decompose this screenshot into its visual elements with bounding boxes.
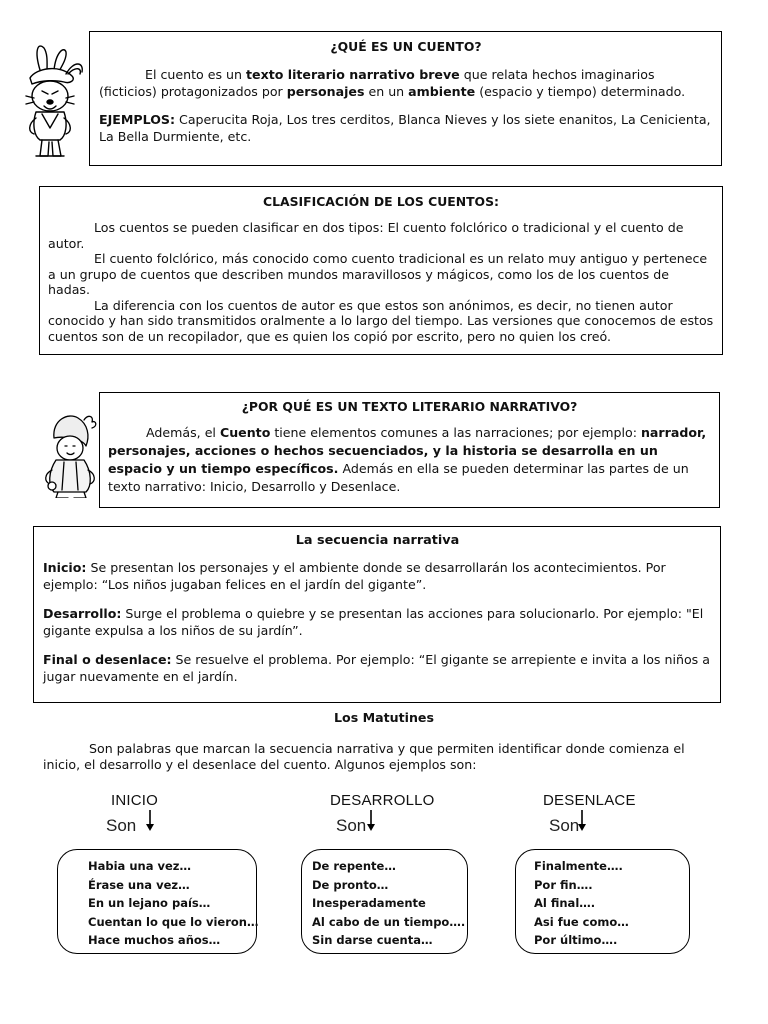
list-item: De repente… bbox=[312, 859, 396, 873]
examples-desarrollo-box bbox=[301, 849, 468, 954]
list-item: Sin darse cuenta… bbox=[312, 933, 433, 947]
list-item: Inesperadamente bbox=[312, 896, 426, 910]
sequence-desarrollo: Desarrollo: Surge el problema o quiebre y se presentan las acciones para solucionarlo. Por ejemplo: "El gigante expulsa a los niños de su jardín”. bbox=[43, 606, 704, 638]
classification-paragraph-2: El cuento folclórico, más conocido como cuento tradicional es un relato muy antiguo y pertenece a un grupo de cuentos que describen mundos maravillosos y mágicos, como los de los cuentos de hadas. bbox=[48, 251, 708, 297]
list-item: Finalmente…. bbox=[534, 859, 623, 873]
classification-paragraph-1: Los cuentos se pueden clasificar en dos tipos: El cuento folclórico o tradicional y el cuento de autor. bbox=[48, 220, 684, 251]
down-arrow-icon bbox=[365, 809, 377, 833]
classification-box bbox=[39, 186, 723, 355]
what-is-a-story-box bbox=[89, 31, 722, 166]
list-item: Érase una vez… bbox=[88, 877, 190, 892]
down-arrow-icon bbox=[144, 809, 156, 833]
why-narrative-paragraph: Además, el Cuento tiene elementos comunes a las narraciones; por ejemplo: narrador, personajes, acciones o hechos secuenciados, y la historia se desarrolla en un espacio y un tiempo específicos. Además en ella se pueden determinar las partes de un texto narrativo: Inicio, Desarrollo y Desenlace. bbox=[108, 425, 707, 494]
down-arrow-icon bbox=[576, 809, 588, 833]
why-narrative-title: ¿POR QUÉ ES UN TEXTO LITERARIO NARRATIVO? bbox=[241, 399, 578, 414]
why-narrative-box bbox=[99, 392, 720, 508]
list-item: Hace muchos años… bbox=[88, 933, 221, 947]
list-item: En un lejano país… bbox=[88, 896, 211, 910]
examples-inicio-box bbox=[57, 849, 257, 954]
list-item: Al final…. bbox=[534, 896, 596, 910]
hooded-child-illustration bbox=[42, 410, 100, 498]
narrative-sequence-title: La secuencia narrativa bbox=[295, 533, 460, 548]
list-item: Por último…. bbox=[534, 933, 618, 947]
list-item: Cuentan lo que lo vieron… bbox=[88, 914, 259, 929]
classification-paragraph-3: La diferencia con los cuentos de autor es que estos son anónimos, es decir, no tienen autor conocido y han sido transmitidos oralmente a lo largo del tiempo. Las versiones que conocemos de estos cuentos son de un recopilador, que es quien los copió por escrito, pero no quien los creó. bbox=[48, 297, 714, 344]
sequence-desenlace: Final o desenlace: Se resuelve el problema. Por ejemplo: “El gigante se arrepiente e invita a los niños a jugar nuevamente en el jardín. bbox=[43, 652, 710, 684]
examples-desenlace-box bbox=[515, 849, 690, 954]
what-is-a-story-title: ¿QUÉ ES UN CUENTO? bbox=[330, 39, 482, 54]
story-examples: EJEMPLOS: Caperucita Roja, Los tres cerditos, Blanca Nieves y los siete enanitos, La Cenicienta, La Bella Durmiente, etc. bbox=[99, 112, 711, 144]
sequence-inicio: Inicio: Se presentan los personajes y el ambiente donde se desarrollarán los acontecimientos. Por ejemplo: “Los niños jugaban felices en el jardín del gigante”. bbox=[43, 560, 666, 592]
list-item: Habia una vez… bbox=[88, 859, 191, 873]
son-label-desarrollo: Son bbox=[336, 816, 367, 835]
classification-title: CLASIFICACIÓN DE LOS CUENTOS: bbox=[263, 194, 499, 209]
list-item: De pronto… bbox=[312, 877, 389, 892]
story-definition: El cuento es un texto literario narrativo breve que relata hechos imaginarios (ficticios) protagonizados por personajes en un ambiente (espacio y tiempo) determinado. bbox=[99, 67, 686, 99]
matutines-title: Los Matutines bbox=[334, 710, 434, 725]
bunny-illustration bbox=[20, 44, 88, 164]
son-label-desenlace: Son bbox=[549, 816, 580, 835]
list-item: Al cabo de un tiempo…. bbox=[312, 914, 466, 929]
heading-desenlace: DESENLACE bbox=[543, 792, 636, 809]
list-item: Por fin…. bbox=[534, 877, 593, 892]
heading-inicio: INICIO bbox=[111, 792, 159, 809]
matutines-intro: Son palabras que marcan la secuencia narrativa y que permiten identificar donde comienza el inicio, el desarrollo y el desenlace del cuento. Algunos ejemplos son: bbox=[43, 741, 685, 772]
heading-desarrollo: DESARROLLO bbox=[330, 792, 435, 809]
list-item: Asi fue como… bbox=[534, 914, 629, 929]
narrative-sequence-box bbox=[33, 526, 721, 703]
son-label-inicio: Son bbox=[106, 816, 137, 835]
